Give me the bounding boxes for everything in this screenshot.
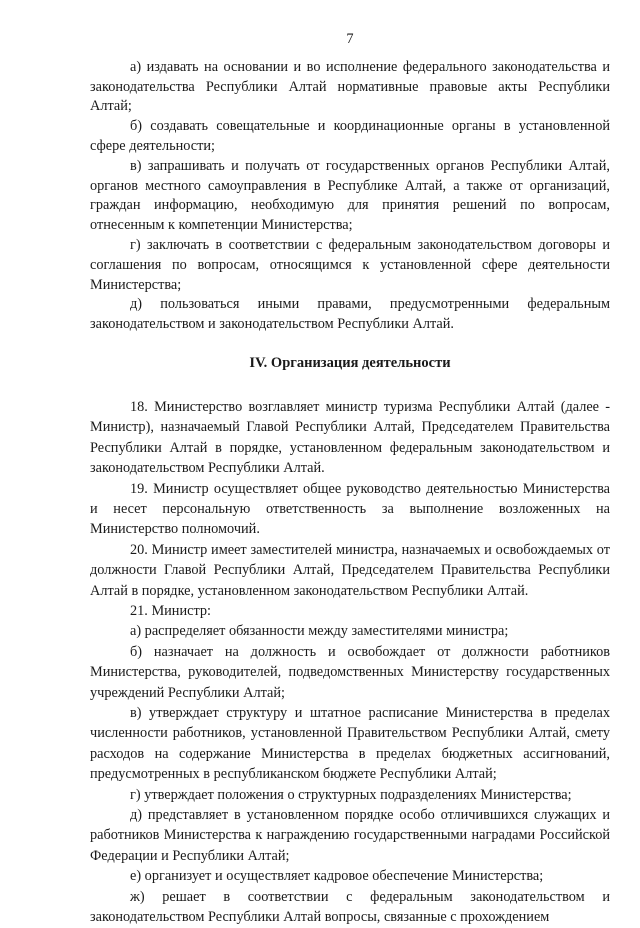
paragraph-21e: е) организует и осуществляет кадровое обеспечение Министерства; bbox=[130, 868, 544, 885]
paragraph-1g: г) заключать в соответствии с федеральным законодательством договоры и соглашения по вопросам, относящимся к установленной сфере деятельности Министерства; bbox=[90, 236, 610, 293]
paragraph-21: 21. Министр: bbox=[130, 603, 211, 620]
paragraph-21zh: ж) решает в соответствии с федеральным законодательством и законодательством Республики Алтай вопросы, связанные с прохождением bbox=[90, 888, 610, 926]
paragraph-21a: а) распределяет обязанности между заместителями министра; bbox=[130, 623, 509, 640]
paragraph-19: 19. Министр осуществляет общее руководство деятельностью Министерства и несет персональную ответственность за выполнение возложенных на Министерство полномочий. bbox=[90, 480, 610, 538]
paragraph-18: 18. Министерство возглавляет министр туризма Республики Алтай (далее - Министр), назначаемый Главой Республики Алтай, Председателем Правительства Республики Алтай в порядке, установленном федеральным законодательством и законодательством Республики Алтай. bbox=[90, 398, 610, 477]
page-number: 7 bbox=[346, 31, 354, 47]
paragraph-21d: д) представляет в установленном порядке особо отличившихся служащих и работников Министерства к награждению государственными наградами Российской Федерации и Республики Алтай; bbox=[90, 807, 610, 864]
paragraph-1v: в) запрашивать и получать от государственных органов Республики Алтай, органов местного самоуправления в Республике Алтай, а также от организаций, граждан информацию, необходимую для принятия решений по вопросам, отнесенным к компетенции Министерства; bbox=[90, 157, 610, 234]
paragraph-1d: д) пользоваться иными правами, предусмотренными федеральным законодательством и законодательством Республики Алтай. bbox=[90, 296, 610, 333]
paragraph-21v: в) утверждает структуру и штатное расписание Министерства в пределах численности работников, установленной Правительством Республики Алтай, смету расходов на содержание Министерства в пределах бюджетных ассигнований, предусмотренных в республиканском бюджете Республики Алтай; bbox=[90, 705, 610, 783]
paragraph-20: 20. Министр имеет заместителей министра, назначаемых и освобождаемых от должности Главой Республики Алтай, Председателем Правительства Республики Алтай в порядке, установленном законодательством Республики Алтай. bbox=[90, 541, 610, 599]
section-heading: IV. Организация деятельности bbox=[249, 354, 451, 371]
paragraph-1b: б) создавать совещательные и координационные органы в установленной сфере деятельности; bbox=[90, 118, 610, 154]
document-page bbox=[90, 30, 610, 928]
paragraph-21b: б) назначает на должность и освобождает от должности работников Министерства, руководителей, подведомственных Министерству государственных учреждений Республики Алтай; bbox=[90, 643, 610, 701]
paragraph-21g: г) утверждает положения о структурных подразделениях Министерства; bbox=[130, 786, 572, 803]
paragraph-1a: а) издавать на основании и во исполнение федерального законодательства и законодательства Республики Алтай нормативные правовые акты Республики Алтай; bbox=[90, 58, 610, 115]
